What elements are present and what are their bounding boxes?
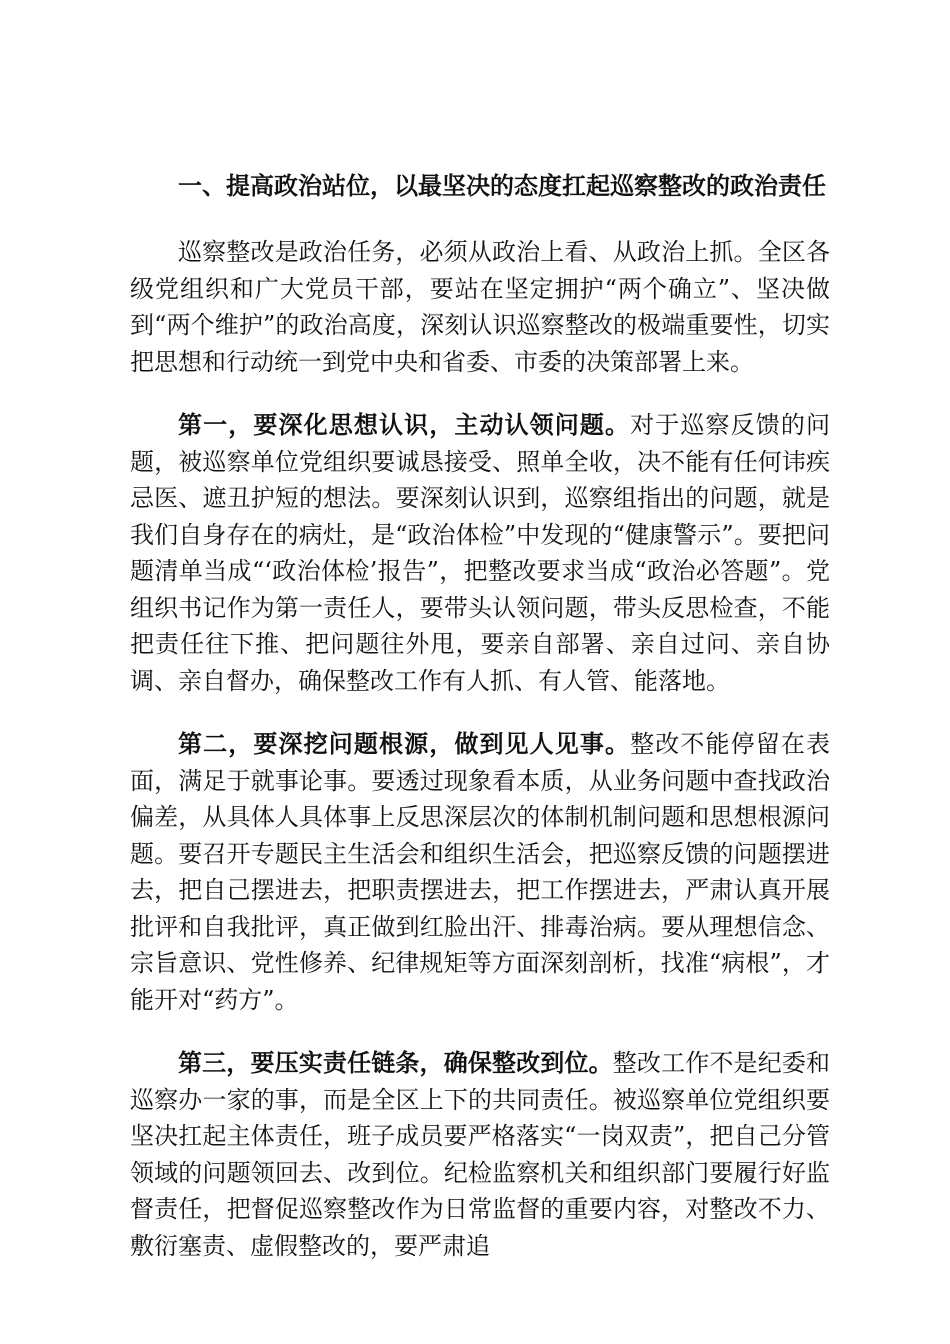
point-paragraph-1 <box>130 407 830 699</box>
section-heading: 一、提高政治站位，以最坚决的态度扛起巡察整改的政治责任 <box>178 171 826 200</box>
point-lead-2: 第二，要深挖问题根源，做到见人见事。 <box>178 729 631 758</box>
point-body-1: 对于巡察反馈的问题，被巡察单位党组织要诚恳接受、照单全收，决不能有任何讳疾忌医、遮丑护短的想法。要深刻认识到，巡察组指出的问题，就是我们自身存在的病灶，是“政治体检”中发现的“健康警示”。要把问题清单当成“‘政治体检’报告”，把整改要求当成“政治必答题”。党组织书记作为第一责任人，要带头认领问题，带头反思检查，不能把责任往下推、把问题往外甩，要亲自部署、亲自过问、亲自协调、亲自督办，确保整改工作有人抓、有人管、能落地。 <box>130 411 831 695</box>
point-paragraph-3 <box>130 1045 830 1264</box>
point-body-3: 整改工作不是纪委和巡察办一家的事，而是全区上下的共同责任。被巡察单位党组织要坚决扛起主体责任，班子成员要严格落实“一岗双责”，把自己分管领域的问题领回去、改到位。纪检监察机关和组织部门要履行好监督责任，把督促巡察整改作为日常监督的重要内容，对整改不力、敷衍塞责、虚假整改的，要严肃追 <box>130 1049 831 1260</box>
point-paragraph-2 <box>130 726 830 1018</box>
intro-paragraph: 巡察整改是政治任务，必须从政治上看、从政治上抓。全区各级党组织和广大党员干部，要站在坚定拥护“两个确立”、坚决做到“两个维护”的政治高度，深刻认识巡察整改的极端重要性，切实把思想和行动统一到党中央和省委、市委的决策部署上来。 <box>130 238 830 376</box>
point-body-2: 整改不能停留在表面，满足于就事论事。要透过现象看本质，从业务问题中查找政治偏差，从具体人具体事上反思深层次的体制机制问题和思想根源问题。要召开专题民主生活会和组织生活会，把巡察反馈的问题摆进去，把自己摆进去，把职责摆进去，把工作摆进去，严肃认真开展批评和自我批评，真正做到红脸出汗、排毒治病。要从理想信念、宗旨意识、党性修养、纪律规矩等方面深刻剖析，找准“病根”，才能开对“药方”。 <box>130 730 831 1014</box>
point-lead-3: 第三，要压实责任链条，确保整改到位。 <box>178 1048 613 1077</box>
document-page <box>130 168 830 1291</box>
point-lead-1: 第一，要深化思想认识，主动认领问题。 <box>178 410 631 439</box>
